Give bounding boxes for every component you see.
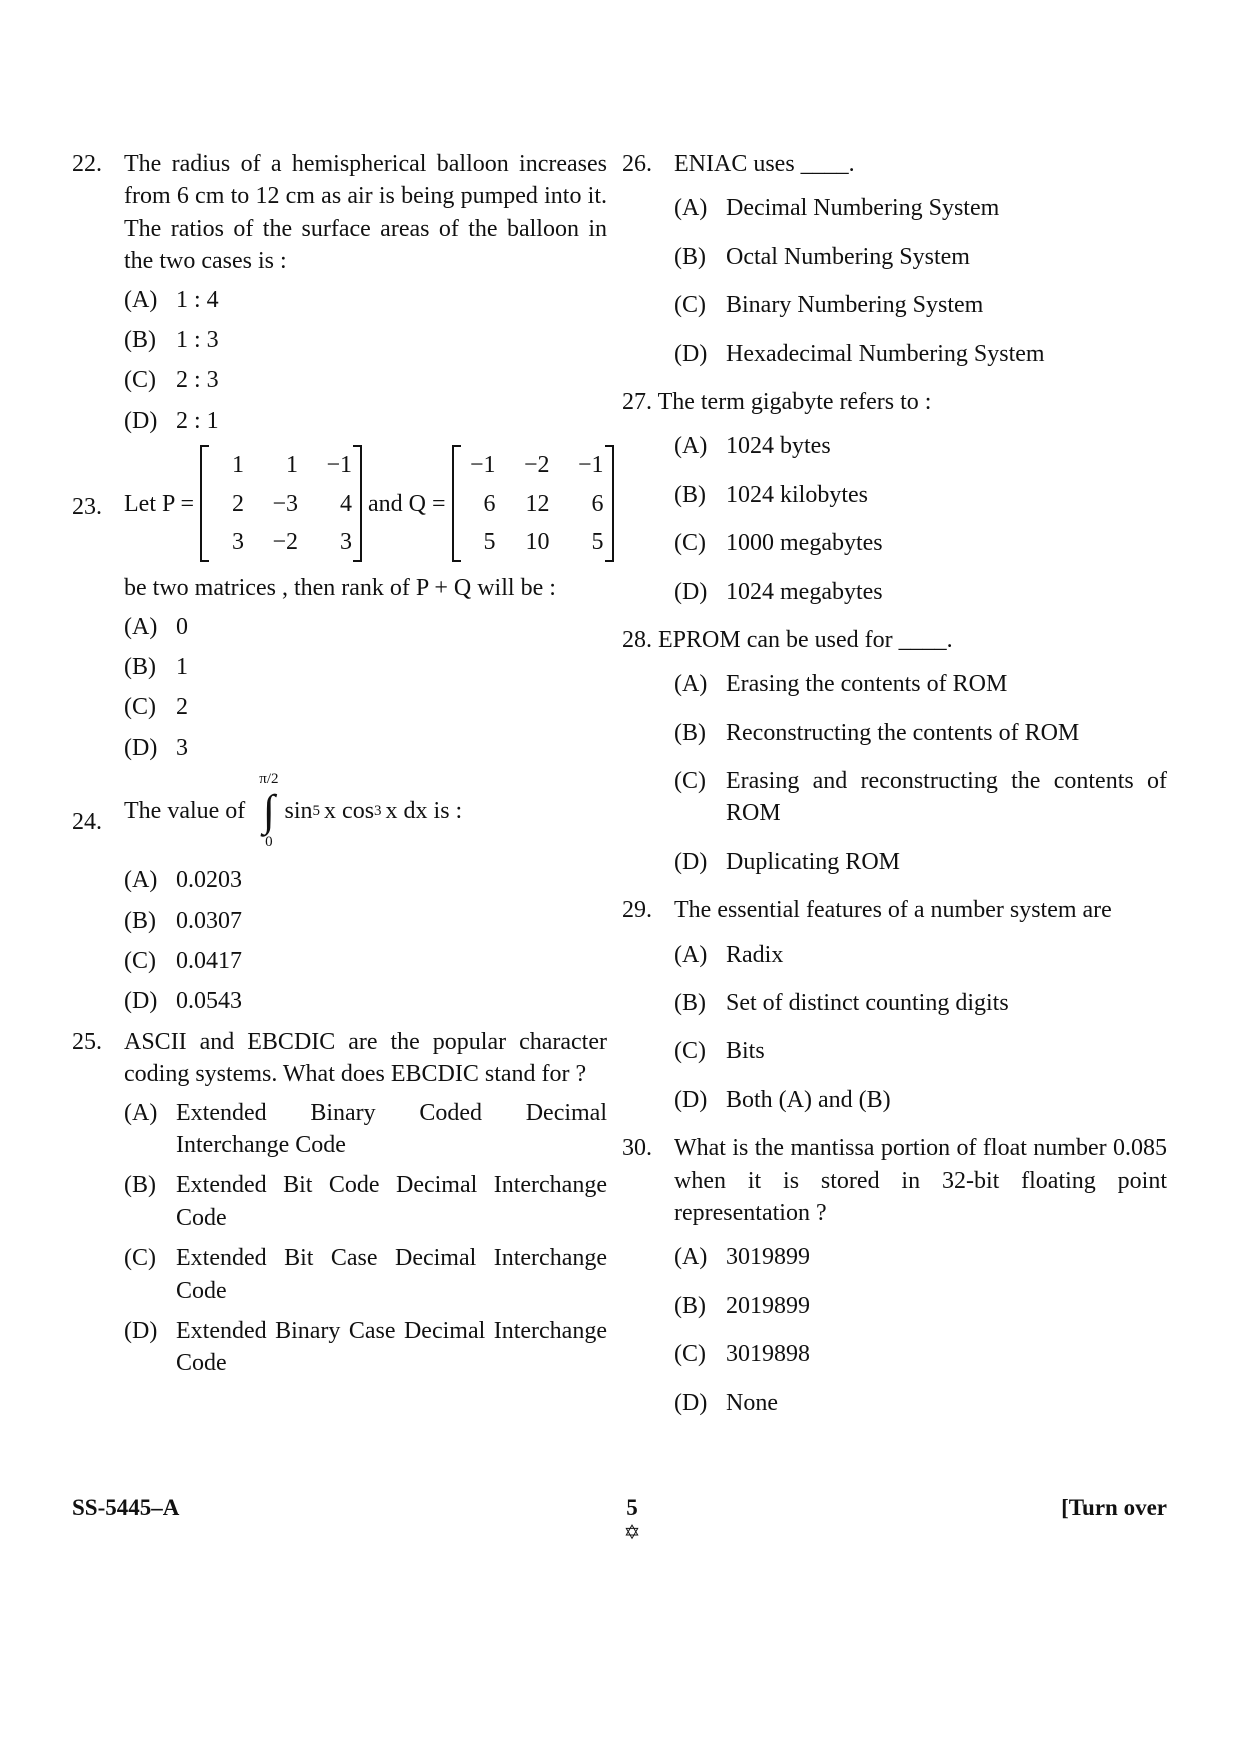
option-text: 2 : 3 [176, 367, 219, 394]
option-text: Hexadecimal Numbering System [726, 340, 1045, 367]
option-label: (A) [674, 433, 708, 460]
option-d [124, 405, 607, 437]
option-label: (B) [674, 243, 706, 270]
matrix-cell: 3 [339, 528, 352, 555]
question-number: 25. [72, 1028, 102, 1055]
option-label: (A) [124, 286, 158, 313]
option-label: (A) [124, 1099, 158, 1126]
option-text: 3019898 [726, 1341, 810, 1368]
question-number: 26. [622, 151, 652, 177]
option-label: (C) [674, 768, 706, 795]
option-text: Decimal Numbering System [726, 195, 1000, 222]
question-27 [622, 386, 1167, 608]
option-label: (B) [124, 654, 156, 681]
option-label: (D) [674, 1086, 708, 1113]
integrand-sin: sin [284, 798, 313, 825]
option-d [674, 1084, 1167, 1116]
option-label: (C) [674, 1341, 706, 1368]
option-text: Bits [726, 1038, 765, 1065]
integrand-tail: x dx is : [385, 798, 463, 825]
options-list [674, 1241, 1167, 1419]
option-a [674, 1241, 1167, 1273]
page-number: 5 [626, 1495, 638, 1520]
option-d [124, 985, 607, 1017]
option-label: (B) [674, 1292, 706, 1319]
option-text: 0.0417 [176, 948, 242, 975]
option-label: (D) [124, 988, 158, 1015]
option-c [674, 765, 1167, 830]
question-text: be two matrices , then rank of P + Q will be : [124, 575, 556, 602]
option-text: Extended Binary Case Decimal Interchange Code [176, 1317, 607, 1377]
option-label: (D) [124, 1317, 158, 1344]
turn-over-label: [Turn over [1061, 1495, 1167, 1520]
option-b [124, 1169, 607, 1234]
question-number: 24. [72, 809, 102, 836]
option-text: Reconstructing the contents of ROM [726, 719, 1080, 746]
option-a [674, 939, 1167, 971]
option-text: 0.0307 [176, 907, 242, 934]
option-b [674, 717, 1167, 749]
option-text: Both (A) and (B) [726, 1086, 891, 1113]
option-b [674, 1290, 1167, 1322]
paper-code: SS-5445–A [72, 1495, 180, 1520]
option-label: (C) [674, 292, 706, 319]
option-d [674, 846, 1167, 878]
option-text: Erasing and reconstructing the contents of ROM [726, 768, 1167, 827]
option-d [674, 338, 1167, 370]
integral [259, 772, 278, 850]
options-list [674, 192, 1167, 370]
option-label: (B) [674, 481, 706, 508]
option-b [674, 987, 1167, 1019]
option-label: (B) [674, 719, 706, 746]
option-text: 2 : 1 [176, 407, 219, 434]
option-text: Set of distinct counting digits [726, 990, 1009, 1017]
option-text: Duplicating ROM [726, 848, 900, 875]
option-b [124, 651, 607, 683]
let-p-label: Let P = [124, 490, 194, 517]
option-a [674, 430, 1167, 462]
option-label: (D) [674, 340, 708, 367]
exponent: 5 [312, 803, 321, 820]
option-c [674, 1035, 1167, 1067]
integral-lower-limit: 0 [265, 834, 273, 851]
option-text: 1 : 3 [176, 326, 219, 353]
option-label: (C) [674, 530, 706, 557]
option-a [674, 192, 1167, 224]
matrix-cell: 3 [231, 528, 244, 555]
star-of-david-icon: ✡ [623, 1522, 641, 1544]
question-number: 28. [622, 626, 652, 653]
question-number: 23. [72, 494, 102, 521]
question-text: ENIAC uses ____. [674, 151, 855, 177]
option-c [124, 1242, 607, 1307]
option-text: 2019899 [726, 1292, 810, 1319]
matrix-cell: 12 [525, 490, 550, 517]
option-label: (C) [124, 367, 156, 394]
left-column [72, 148, 607, 1388]
option-text: None [726, 1389, 778, 1416]
options-list [622, 430, 1167, 608]
option-text: 0.0543 [176, 988, 242, 1015]
option-text: Octal Numbering System [726, 243, 970, 270]
option-label: (D) [124, 734, 158, 761]
question-text: The essential features of a number system are [674, 897, 1112, 924]
question-28 [622, 624, 1167, 878]
option-text: 1024 megabytes [726, 578, 883, 605]
matrix-cell: 2 [231, 490, 244, 517]
options-list [124, 284, 607, 438]
option-a [124, 864, 607, 896]
options-list [124, 864, 607, 1018]
matrix-cell: 5 [591, 528, 604, 555]
option-a [124, 1097, 607, 1162]
option-text: 1024 bytes [726, 433, 831, 460]
question-text [622, 386, 1167, 418]
option-label: (C) [674, 1038, 706, 1065]
question-number: 30. [622, 1135, 652, 1162]
matrix-cell: −1 [577, 452, 604, 479]
option-b [124, 905, 607, 937]
matrix-cell: 5 [483, 528, 496, 555]
option-b [124, 324, 607, 356]
option-text: 3019899 [726, 1244, 810, 1271]
option-c [674, 289, 1167, 321]
question-29 [622, 894, 1167, 1116]
option-c [124, 945, 607, 977]
option-text: 0 [176, 613, 188, 640]
question-text: The radius of a hemispherical balloon increases from 6 cm to 12 cm as air is being pumped into it. The ratios of the surface areas of the balloon in the two cases is : [124, 151, 607, 275]
option-c [674, 1338, 1167, 1370]
option-label: (B) [124, 326, 156, 353]
matrix-cell: −2 [523, 452, 550, 479]
option-c [124, 691, 607, 723]
option-text: 1000 megabytes [726, 530, 883, 557]
matrix-cell: 1 [285, 452, 298, 479]
integral-upper-limit: π/2 [259, 771, 279, 788]
question-22 [72, 148, 607, 437]
option-text: Extended Binary Coded Decimal Interchange Code [176, 1099, 607, 1158]
integral-prefix: The value of [124, 798, 246, 825]
option-label: (B) [124, 907, 156, 934]
option-text: Extended Bit Case Decimal Interchange Code [176, 1245, 607, 1304]
matrix-cell: 6 [483, 490, 496, 517]
option-text: 0.0203 [176, 867, 242, 894]
option-label: (B) [124, 1172, 156, 1199]
option-label: (A) [674, 941, 708, 968]
matrix-p [200, 445, 362, 562]
question-body: EPROM can be used for ____. [658, 626, 953, 653]
option-a [124, 611, 607, 643]
options-list [622, 668, 1167, 878]
matrix-cell: −1 [326, 452, 352, 479]
option-text: 1 [176, 654, 188, 681]
option-c [124, 364, 607, 396]
question-body: The term gigabyte refers to : [657, 388, 932, 415]
option-d [674, 1387, 1167, 1419]
options-list [124, 611, 607, 765]
and-q-label: and Q = [367, 490, 446, 517]
option-text: Erasing the contents of ROM [726, 671, 1008, 698]
matrix-q [452, 445, 614, 562]
option-label: (D) [124, 407, 158, 434]
option-label: (D) [674, 578, 708, 605]
question-23 [72, 445, 607, 764]
question-text: What is the mantissa portion of float number 0.085 when it is stored in 32-bit floating point representation ? [674, 1135, 1167, 1226]
matrix-cell: −1 [469, 452, 496, 479]
question-25 [72, 1026, 607, 1380]
matrix-cell: 10 [525, 528, 550, 555]
integral-sign-icon: ∫ [262, 786, 275, 836]
option-label: (C) [124, 694, 156, 721]
matrix-cell: 1 [231, 452, 244, 479]
option-d [124, 1315, 607, 1380]
integrand-cos: x cos [324, 798, 375, 825]
question-text [622, 624, 1167, 656]
options-list [124, 1097, 607, 1380]
option-a [674, 668, 1167, 700]
option-label: (A) [674, 195, 708, 222]
option-d [124, 732, 607, 764]
option-text: 1024 kilobytes [726, 481, 868, 508]
matrix-expression [124, 445, 607, 562]
option-label: (A) [124, 867, 158, 894]
question-26 [622, 148, 1167, 370]
question-number: 29. [622, 897, 652, 924]
option-d [674, 576, 1167, 608]
options-list [674, 939, 1167, 1117]
option-label: (B) [674, 990, 706, 1017]
right-column [622, 148, 1167, 1435]
option-label: (C) [124, 1245, 156, 1272]
option-label: (A) [674, 1244, 708, 1271]
option-text: Radix [726, 941, 784, 968]
matrix-cell: 6 [591, 490, 604, 517]
integral-expression [124, 772, 607, 850]
matrix-cell: −3 [272, 490, 298, 517]
question-number: 22. [72, 151, 102, 177]
option-a [124, 284, 607, 316]
matrix-cell: 4 [339, 490, 352, 517]
question-number: 27. [622, 388, 652, 415]
option-label: (A) [674, 671, 708, 698]
matrix-cell: −2 [272, 528, 298, 555]
option-b [674, 241, 1167, 273]
exponent: 3 [374, 803, 382, 820]
option-text: Binary Numbering System [726, 292, 984, 319]
option-label: (A) [124, 613, 158, 640]
option-text: 1 : 4 [176, 286, 219, 313]
question-30 [622, 1132, 1167, 1419]
question-text: ASCII and EBCDIC are the popular character coding systems. What does EBCDIC stand for ? [124, 1028, 607, 1088]
option-text: 3 [176, 734, 188, 761]
option-b [674, 479, 1167, 511]
option-text: 2 [176, 694, 188, 721]
option-label: (D) [674, 1389, 708, 1416]
question-24 [72, 772, 607, 1018]
option-text: Extended Bit Code Decimal Interchange Code [176, 1172, 607, 1231]
option-c [674, 527, 1167, 559]
option-label: (C) [124, 948, 156, 975]
option-label: (D) [674, 848, 708, 875]
